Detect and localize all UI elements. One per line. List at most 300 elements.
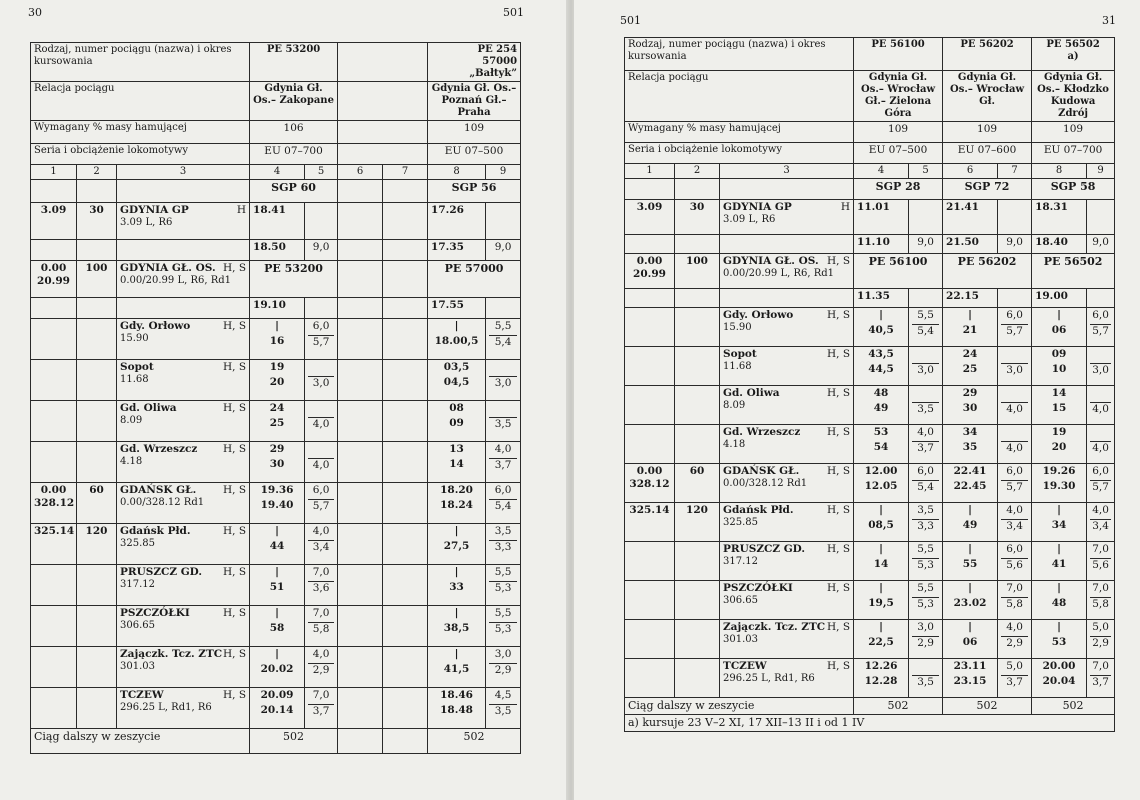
time-arr: |	[275, 566, 279, 578]
station-flags: H, S	[827, 387, 851, 399]
time-cell: 17.35	[428, 240, 486, 261]
brake-top: 4,0	[1006, 621, 1023, 633]
time-dep: 53	[1051, 636, 1067, 648]
time-cell: 18.31	[1032, 200, 1087, 235]
time-cell	[250, 565, 305, 606]
brake-top: 5,5	[494, 566, 512, 578]
time-cell: 19.00	[1032, 289, 1087, 308]
brake-top	[1090, 426, 1111, 439]
station-flags: H, S	[827, 426, 851, 438]
brake-top: 6,0	[312, 484, 330, 496]
time-dep: 44,5	[868, 363, 894, 375]
brake-bottom: 5,4	[489, 335, 517, 349]
brake-top	[489, 361, 517, 374]
station-km: 0.00/20.99 L, R6, Rd1	[120, 274, 231, 286]
km-left	[625, 179, 675, 200]
station-flags: H, S	[827, 465, 851, 477]
empty	[383, 319, 428, 360]
timetable-left	[30, 42, 521, 754]
column-number: 5	[909, 164, 943, 179]
km-right	[675, 308, 720, 347]
brake-bottom: 2,9	[912, 636, 939, 650]
brake-cell	[305, 524, 338, 565]
station-name: TCZEW	[120, 689, 164, 701]
empty	[383, 647, 428, 688]
km-left	[625, 581, 675, 620]
station-km: 301.03	[120, 660, 155, 672]
time-arr: 19	[1051, 426, 1067, 438]
time-arr: |	[1057, 309, 1061, 321]
time-dep: 19.40	[260, 499, 294, 511]
header-train-b: PE 56202	[943, 38, 1032, 71]
header-seria: Seria i obciążenie lokomotywy	[625, 143, 854, 164]
train-a: SGP 60	[250, 180, 338, 203]
station-flags: H, S	[223, 443, 247, 455]
station-name: TCZEW	[723, 660, 767, 672]
brake-bottom: 3,5	[912, 675, 939, 689]
train-b: SGP 56	[428, 180, 521, 203]
time-dep: 15	[1051, 402, 1067, 414]
train-a: PE 56100	[854, 254, 943, 289]
time-cell	[854, 503, 909, 542]
empty	[338, 240, 383, 261]
station-name: GDYNIA GP	[723, 201, 792, 213]
time-cell	[943, 308, 998, 347]
brake-top	[912, 387, 939, 400]
brake-bottom: 2,9	[308, 663, 334, 677]
time-cell: 11.10	[854, 235, 909, 254]
header-relacja: Relacja pociągu	[625, 71, 854, 122]
brake-bottom: 3,0	[308, 376, 334, 390]
brake-top: 6,0	[312, 320, 330, 332]
time-arr: |	[275, 648, 279, 660]
time-cell	[943, 347, 998, 386]
ham-value: 109	[1032, 122, 1115, 143]
empty	[338, 180, 383, 203]
station-flags: H, S	[223, 484, 247, 496]
brake-cell	[998, 200, 1032, 235]
empty	[383, 606, 428, 647]
time-arr: 19.36	[260, 484, 294, 496]
station-flags: H, S	[827, 255, 851, 267]
station-cell	[117, 524, 250, 565]
time-cell	[250, 401, 305, 442]
station-cell	[117, 261, 250, 298]
station-cell	[720, 254, 854, 289]
brake-cell	[486, 606, 521, 647]
km-left	[31, 261, 77, 298]
column-number: 4	[250, 165, 305, 180]
time-dep: 20.02	[260, 663, 294, 675]
brake-top: 4,0	[312, 648, 330, 660]
brake-cell	[305, 647, 338, 688]
brake-bottom: 5,3	[912, 597, 939, 611]
time-arr: 12.26	[864, 660, 898, 672]
brake-cell	[998, 386, 1032, 425]
time-dep: 55	[962, 558, 978, 570]
time-cell	[1032, 659, 1087, 698]
brake-cell	[305, 319, 338, 360]
station-name: Gdy. Orłowo	[120, 320, 191, 332]
km-right: 120	[675, 503, 720, 542]
time-dep: 51	[269, 581, 285, 593]
footer-label: Ciąg dalszy w zeszycie	[625, 698, 854, 715]
header-hamulec: Wymagany % masy hamującej	[31, 121, 250, 144]
time-dep: 23.02	[953, 597, 987, 609]
time-dep: 10	[1051, 363, 1067, 375]
time-arr: |	[968, 504, 972, 516]
km-right	[77, 401, 117, 442]
time-arr: |	[1057, 504, 1061, 516]
km-right	[675, 235, 720, 254]
time-dep: 18.00,5	[434, 335, 479, 347]
time-dep: 20	[269, 376, 285, 388]
time-cell	[854, 581, 909, 620]
station-km: 0.00/328.12 Rd1	[120, 496, 205, 508]
time-dep: 20.14	[260, 704, 294, 716]
km-right: 100	[675, 254, 720, 289]
brake-top: 4,0	[917, 426, 934, 438]
time-dep: 08,5	[868, 519, 894, 531]
brake-top: 7,0	[1092, 582, 1109, 594]
station-flags: H, S	[223, 566, 247, 578]
brake-top: 6,0	[494, 484, 512, 496]
left-page	[0, 0, 568, 800]
brake-bottom: 5,3	[489, 581, 517, 595]
time-arr: 18.46	[440, 689, 473, 701]
time-cell	[428, 606, 486, 647]
footer-label: Ciąg dalszy w zeszycie	[31, 729, 250, 754]
loco-value: EU 07–500	[854, 143, 943, 164]
time-arr: |	[454, 525, 459, 537]
empty	[383, 261, 428, 298]
brake-bottom: 5,7	[308, 499, 334, 513]
header-train-b	[428, 43, 521, 82]
relacja-a: Gdynia Gł. Os.– Zakopane	[250, 82, 338, 121]
time-dep: 22,5	[868, 636, 894, 648]
empty	[383, 360, 428, 401]
brake-cell	[486, 565, 521, 606]
brake-top: 4,0	[1092, 504, 1109, 516]
time-arr: |	[879, 621, 883, 633]
station-flags: H, S	[827, 621, 851, 633]
station-cell	[720, 347, 854, 386]
station-cell	[720, 289, 854, 308]
time-cell	[854, 386, 909, 425]
train-b: PE 56202	[943, 254, 1032, 289]
footer-b: 502	[428, 729, 521, 754]
brake-bottom: 2,9	[489, 663, 517, 677]
brake-cell: 9,0	[305, 240, 338, 261]
brake-bottom: 5,8	[1001, 597, 1028, 611]
station-name: GDAŃSK GŁ.	[723, 465, 800, 477]
brake-cell	[486, 647, 521, 688]
footer-value: 502	[943, 698, 1032, 715]
time-dep: 49	[962, 519, 978, 531]
column-number: 9	[1087, 164, 1115, 179]
brake-top: 6,0	[1006, 465, 1023, 477]
brake-cell	[305, 565, 338, 606]
brake-cell	[486, 360, 521, 401]
brake-bottom: 2,9	[1001, 636, 1028, 650]
brake-top: 3,5	[494, 525, 512, 537]
km-left	[31, 401, 77, 442]
time-dep: 20.04	[1042, 675, 1076, 687]
header-rodzaj: Rodzaj, numer pociągu (nazwa) i okres kursowania	[625, 38, 854, 71]
time-arr: |	[275, 320, 279, 332]
time-arr: 24	[962, 348, 978, 360]
empty	[383, 524, 428, 565]
time-arr: 48	[873, 387, 889, 399]
train-b: SGP 72	[943, 179, 1032, 200]
station-cell	[117, 442, 250, 483]
brake-cell	[998, 425, 1032, 464]
km-right	[675, 659, 720, 698]
station-name: GDYNIA GŁ. OS.	[120, 262, 216, 274]
time-arr: |	[879, 543, 883, 555]
station-cell	[117, 606, 250, 647]
brake-top	[489, 402, 517, 415]
ham-value: 109	[943, 122, 1032, 143]
time-dep: 18.24	[440, 499, 473, 511]
station-name: Gd. Oliwa	[723, 387, 780, 399]
brake-top: 5,5	[494, 607, 512, 619]
brake-top	[912, 660, 939, 673]
cell-line: PE 56502	[1046, 39, 1100, 50]
station-name: Sopot	[723, 348, 757, 360]
station-flags: H	[236, 204, 247, 216]
brake-bottom: 5,7	[308, 335, 334, 349]
time-arr: |	[1057, 582, 1061, 594]
station-cell	[720, 235, 854, 254]
km-left	[31, 688, 77, 729]
time-cell	[943, 464, 998, 503]
brake-cell	[909, 289, 943, 308]
time-arr: 18.20	[440, 484, 473, 496]
time-cell	[428, 483, 486, 524]
km-right	[77, 442, 117, 483]
empty	[338, 483, 383, 524]
ham-a: 106	[250, 121, 338, 144]
brake-top	[1001, 426, 1028, 439]
station-km: 4.18	[120, 455, 143, 467]
brake-cell	[305, 298, 338, 319]
brake-cell	[998, 542, 1032, 581]
empty	[338, 606, 383, 647]
station-km: 3.09 L, R6	[723, 213, 776, 225]
brake-top: 6,0	[1006, 543, 1023, 555]
brake-bottom: 5,6	[1001, 558, 1028, 572]
time-arr: |	[454, 320, 459, 332]
time-dep: 09	[449, 417, 464, 429]
km-right	[77, 360, 117, 401]
station-flags: H	[840, 201, 851, 213]
brake-top: 4,5	[494, 689, 512, 701]
brake-cell	[305, 360, 338, 401]
brake-bottom: 3,7	[1001, 675, 1028, 689]
km-left	[31, 319, 77, 360]
time-cell	[1032, 620, 1087, 659]
brake-cell	[1087, 659, 1115, 698]
header-empty	[338, 144, 428, 165]
time-arr: 19.26	[1042, 465, 1076, 477]
station-name: PSZCZÓŁKI	[120, 607, 190, 619]
station-cell	[720, 620, 854, 659]
header-empty	[338, 82, 428, 121]
station-flags: H, S	[223, 525, 247, 537]
brake-cell	[486, 203, 521, 240]
empty	[338, 319, 383, 360]
station-flags: H, S	[827, 348, 851, 360]
time-arr: 03,5	[443, 361, 470, 373]
time-arr: 20.00	[1042, 660, 1076, 672]
station-flags: H, S	[827, 309, 851, 321]
time-cell: 18.40	[1032, 235, 1087, 254]
footer-value: 502	[1032, 698, 1115, 715]
km-right	[675, 581, 720, 620]
time-dep: 19.30	[1042, 480, 1076, 492]
station-km: 11.68	[723, 360, 752, 372]
time-cell	[854, 659, 909, 698]
time-dep: 12.28	[864, 675, 898, 687]
km-left	[625, 542, 675, 581]
empty	[383, 483, 428, 524]
brake-top: 6,0	[1092, 309, 1109, 321]
brake-bottom: 5,7	[1001, 480, 1028, 494]
time-dep: 35	[962, 441, 978, 453]
time-cell	[943, 659, 998, 698]
station-km: 4.18	[723, 438, 746, 450]
brake-cell	[1087, 200, 1115, 235]
time-arr: 23.11	[953, 660, 987, 672]
km-left: 325.14	[31, 524, 77, 565]
cell-line: 328.12	[34, 496, 75, 509]
brake-top: 7,0	[312, 566, 330, 578]
time-arr: 22.41	[953, 465, 987, 477]
time-cell	[250, 647, 305, 688]
time-arr: 34	[962, 426, 978, 438]
cell-line: „Bałtyk”	[469, 68, 518, 79]
km-left	[625, 386, 675, 425]
column-number: 2	[675, 164, 720, 179]
brake-cell	[1087, 464, 1115, 503]
km-right	[675, 179, 720, 200]
column-number: 6	[943, 164, 998, 179]
station-flags: H, S	[827, 582, 851, 594]
brake-cell	[909, 347, 943, 386]
column-number: 9	[486, 165, 521, 180]
brake-top: 5,5	[917, 543, 934, 555]
km-right	[675, 289, 720, 308]
column-number: 7	[998, 164, 1032, 179]
brake-bottom: 4,0	[1001, 402, 1028, 416]
station-cell	[117, 647, 250, 688]
station-km: 325.85	[723, 516, 758, 528]
time-cell	[428, 524, 486, 565]
header-seria: Seria i obciążenie lokomotywy	[31, 144, 250, 165]
relacja-b: Gdynia Gł. Os.– Poznań Gł.–Praha	[428, 82, 521, 121]
brake-cell	[998, 581, 1032, 620]
page-number: 31	[1102, 14, 1116, 27]
brake-bottom: 5,6	[1090, 558, 1111, 572]
station-name: Zajączk. Tcz. ZTC	[723, 621, 826, 633]
time-dep: 38,5	[443, 622, 470, 634]
time-cell	[428, 565, 486, 606]
empty	[383, 240, 428, 261]
time-cell	[854, 542, 909, 581]
station-flags: H, S	[223, 262, 247, 274]
brake-top: 6,0	[917, 465, 934, 477]
time-arr: 08	[449, 402, 464, 414]
time-arr: |	[968, 621, 972, 633]
station-name: PRUSZCZ GD.	[120, 566, 203, 578]
brake-top: 5,0	[1092, 621, 1109, 633]
km-right: 100	[77, 261, 117, 298]
station-name: PSZCZÓŁKI	[723, 582, 793, 594]
brake-bottom: 3,4	[1001, 519, 1028, 533]
brake-top: 3,0	[917, 621, 934, 633]
brake-bottom: 5,8	[1090, 597, 1111, 611]
station-cell	[720, 581, 854, 620]
brake-bottom: 3,7	[489, 458, 517, 472]
time-cell	[854, 425, 909, 464]
empty	[338, 203, 383, 240]
brake-cell	[909, 425, 943, 464]
time-dep: 06	[962, 636, 978, 648]
time-cell	[1032, 581, 1087, 620]
brake-top: 5,5	[917, 582, 934, 594]
station-cell	[720, 425, 854, 464]
brake-top: 5,5	[917, 309, 934, 321]
station-flags: H, S	[223, 607, 247, 619]
column-number: 7	[383, 165, 428, 180]
brake-cell	[998, 289, 1032, 308]
time-arr: |	[454, 648, 459, 660]
station-km: 301.03	[723, 633, 758, 645]
train-a: PE 53200	[250, 261, 338, 298]
station-cell	[117, 483, 250, 524]
time-arr: 29	[269, 443, 285, 455]
cell-line: 0.00	[40, 484, 67, 496]
header-train-c	[1032, 38, 1115, 71]
brake-cell	[305, 442, 338, 483]
time-cell	[854, 308, 909, 347]
brake-top: 4,0	[312, 525, 330, 537]
time-dep: 33	[449, 581, 464, 593]
km-right	[77, 606, 117, 647]
time-arr: |	[968, 309, 972, 321]
time-arr: 13	[449, 443, 464, 455]
station-flags: H, S	[827, 660, 851, 672]
brake-cell: 9,0	[909, 235, 943, 254]
time-dep: 41,5	[443, 663, 470, 675]
relacja-b: Gdynia Gł. Os.– Wrocław Gł.	[943, 71, 1032, 122]
station-km: 11.68	[120, 373, 149, 385]
station-km: 306.65	[723, 594, 758, 606]
brake-top	[1001, 348, 1028, 361]
km-right	[77, 319, 117, 360]
brake-bottom: 2,9	[1090, 636, 1111, 650]
station-cell	[117, 319, 250, 360]
empty	[383, 401, 428, 442]
station-cell	[117, 240, 250, 261]
empty	[338, 298, 383, 319]
time-cell: 22.15	[943, 289, 998, 308]
brake-cell	[998, 659, 1032, 698]
loco-b: EU 07–500	[428, 144, 521, 165]
km-right	[77, 240, 117, 261]
time-cell	[943, 503, 998, 542]
